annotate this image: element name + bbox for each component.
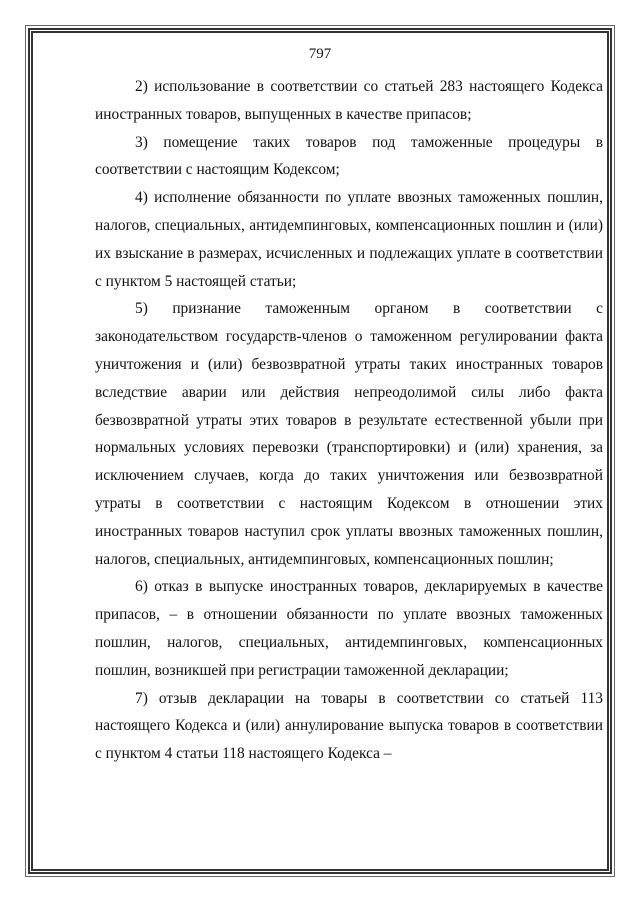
paragraph-item-4: 4) исполнение обязанности по уплате ввозных таможенных пошлин, налогов, специальных, антидемпинговых, компенсационных пошлин и (или) их взыскание в размерах, исчисленных и подлежащих уплате в соответствии с пунктом 5 настоящей статьи; — [95, 189, 603, 290]
paragraph-item-5: 5) признание таможенным органом в соответствии с законодательством государств-членов о таможенном регулировании факта уничтожения и (или) безвозвратной утраты таких иностранных товаров вследствие аварии или действия непреодолимой силы либо факта безвозвратной утраты этих товаров в результате естественной убыли при нормальных условиях перевозки (транспортировки) и (или) хранения, за исключением случаев, когда до таких уничтожения или безвозвратной утраты в соответствии с настоящим Кодексом в отношении этих иностранных товаров наступил срок уплаты ввозных таможенных пошлин, налогов, специальных, антидемпинговых, компенсационных пошлин; — [95, 300, 603, 568]
document-body — [95, 73, 603, 768]
paragraph-item-2: 2) использование в соответствии со статьей 283 настоящего Кодекса иностранных товаров, выпущенных в качестве припасов; — [95, 78, 603, 123]
paragraph-item-3: 3) помещение таких товаров под таможенные процедуры в соответствии с настоящим Кодексом; — [95, 133, 603, 179]
page-number: 797 — [308, 46, 332, 62]
paragraph-item-7: 7) отзыв декларации на товары в соответствии со статьей 113 настоящего Кодекса и (или) аннулирование выпуска товаров в соответствии с пунктом 4 статьи 118 настоящего Кодекса – — [95, 689, 603, 763]
paragraph-item-6: 6) отказ в выпуске иностранных товаров, декларируемых в качестве припасов, – в отношении обязанности по уплате ввозных таможенных пошлин, налогов, специальных, антидемпинговых, компенсационных пошлин, возникшей при регистрации таможенной декларации; — [95, 578, 603, 679]
document-page — [28, 28, 612, 874]
